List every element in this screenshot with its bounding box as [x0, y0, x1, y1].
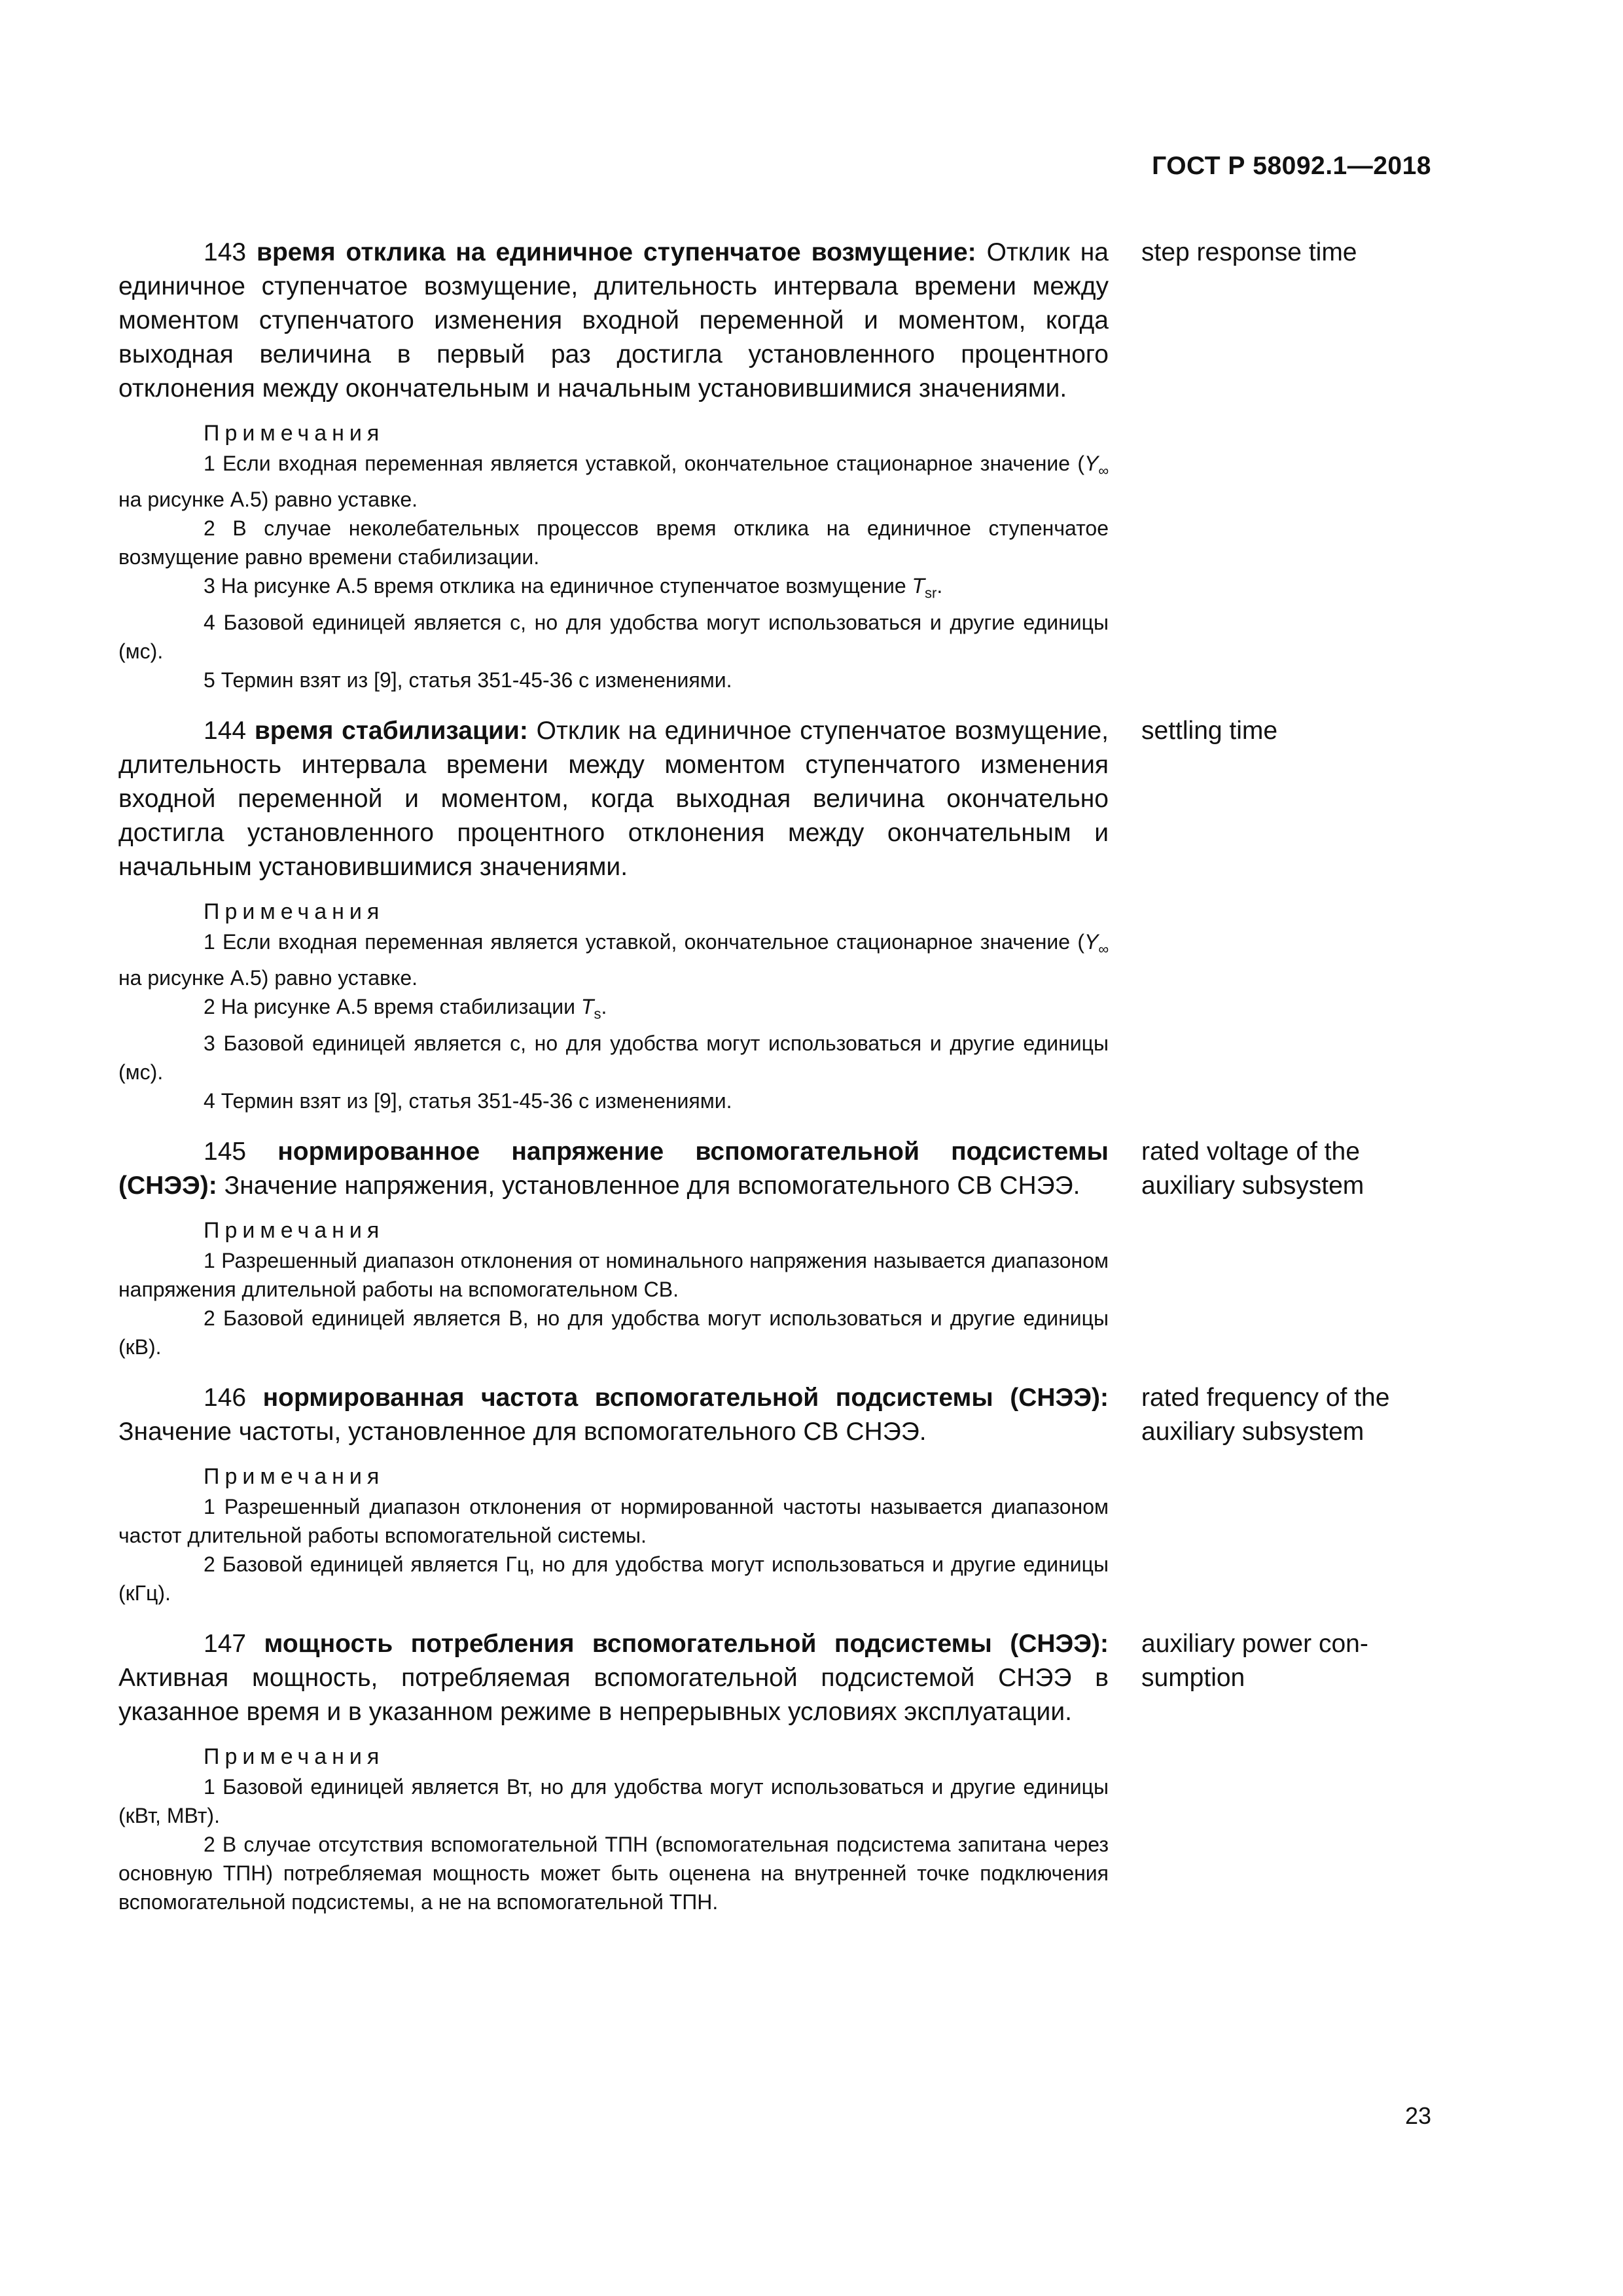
- note-item: 2 Базовой единицей является Гц, но для удобства могут использоваться и другие единицы (кГц).: [118, 1552, 1109, 1605]
- notes-title: Примечания: [204, 899, 385, 924]
- term-name: нормированная частота вспомогательной подсистемы (СНЭЭ):: [262, 1383, 1109, 1412]
- term-definition: [118, 714, 1109, 884]
- notes-title: Примечания: [204, 1463, 385, 1489]
- notes-title: Примечания: [204, 421, 385, 446]
- notes-block: [118, 419, 1109, 694]
- note-item: 2 Базовой единицей является В, но для удобства могут использоваться и другие единицы (кВ).: [118, 1306, 1109, 1359]
- term-english: step response time: [1141, 238, 1357, 266]
- term-number: 147: [204, 1629, 247, 1658]
- term-entry-143: [118, 236, 1460, 694]
- note-item: 4 Базовой единицей является с, но для удобства могут использоваться и другие единицы (мс).: [118, 610, 1109, 663]
- page-number: 23: [1404, 2102, 1431, 2129]
- note-item: 1 Если входная переменная является уставкой, окончательное стационарное значение ($Y_\infty$ на рисунке А.5) равно уставке.: [118, 929, 1109, 990]
- term-entry-145: [118, 1135, 1460, 1361]
- term-number: 146: [204, 1383, 247, 1412]
- term-definition: [118, 1381, 1109, 1449]
- term-number: 144: [204, 716, 247, 745]
- note-item: 1 Разрешенный диапазон отклонения от номинального напряжения называется диапазоном напряжения длительной работы на вспомогательном СВ.: [118, 1248, 1109, 1301]
- term-definition: [118, 236, 1109, 406]
- term-number: 143: [204, 238, 247, 266]
- note-item: 5 Термин взят из [9], статья 351-45-36 с изменениями.: [204, 668, 732, 692]
- term-english: rated voltage of the auxiliary subsystem: [1141, 1137, 1364, 1200]
- term-definition: [118, 1627, 1109, 1729]
- term-name: нормированное напряжение вспомогательной подсистемы (СНЭЭ):: [118, 1137, 1109, 1200]
- term-name: время отклика на единичное ступенчатое возмущение:: [257, 238, 976, 266]
- note-item: 3 Базовой единицей является с, но для удобства могут использоваться и другие единицы (мс).: [118, 1031, 1109, 1084]
- note-item: 1 Разрешенный диапазон отклонения от нормированной частоты называется диапазоном частот длительной работы вспомогательной системы.: [118, 1494, 1109, 1547]
- term-entry-146: [118, 1381, 1460, 1607]
- term-text: Отклик на единичное ступенчатое возмущение, длительность интервала времени между моментом ступенчатого изменения входной переменной и моментом, когда выходная величина в первый раз достигла установленного процентного отклонения между окончательным и начальным установившимися значениями.: [118, 238, 1109, 403]
- term-name: время стабилизации:: [254, 716, 528, 745]
- term-entry-144: [118, 714, 1460, 1115]
- note-item: 2 В случае неколебательных процессов время отклика на единичное ступенчатое возмущение равно времени стабилизации.: [118, 516, 1109, 569]
- notes-block: [118, 1742, 1109, 1916]
- notes-block: [118, 1462, 1109, 1607]
- term-name: мощность потребления вспомогательной подсистемы (СНЭЭ):: [264, 1629, 1109, 1658]
- notes-block: [118, 1216, 1109, 1361]
- document-header: ГОСТ Р 58092.1—2018: [1152, 152, 1431, 180]
- notes-block: [118, 897, 1109, 1115]
- note-item: 4 Термин взят из [9], статья 351-45-36 с изменениями.: [204, 1088, 732, 1113]
- term-definition: [118, 1135, 1109, 1203]
- term-english: rated frequency of the auxiliary subsystem: [1141, 1383, 1390, 1446]
- term-entry-147: [118, 1627, 1460, 1916]
- term-text: Значение частоты, установленное для вспомогательного СВ СНЭЭ.: [118, 1417, 927, 1446]
- note-item: 1 Если входная переменная является уставкой, окончательное стационарное значение ($Y_\infty$ на рисунке А.5) равно уставке.: [118, 452, 1109, 512]
- term-english: settling time: [1141, 716, 1278, 745]
- term-english: auxiliary power con-sumption: [1141, 1629, 1368, 1692]
- notes-title: Примечания: [204, 1217, 385, 1243]
- note-item: 1 Базовой единицей является Вт, но для удобства могут использоваться и другие единицы (кВт, МВт).: [118, 1774, 1109, 1827]
- term-text: Отклик на единичное ступенчатое возмущение, длительность интервала времени между моментом ступенчатого изменения входной переменной и моментом, когда выходная величина окончательно достигла установленного процентного отклонения между окончательным и начальным установившимися значениями.: [118, 716, 1109, 881]
- term-text: Значение напряжения, установленное для вспомогательного СВ СНЭЭ.: [224, 1171, 1080, 1200]
- terms-section: [118, 236, 1460, 1936]
- note-item: 2 В случае отсутствия вспомогательной ТПН (вспомогательная подсистема запитана через основную ТПН) потребляемая мощность может быть оценена на внутренней точке подключения вспомогательной подсистемы, а не на вспомогательной ТПН.: [118, 1832, 1109, 1914]
- note-item: 3 На рисунке А.5 время отклика на единичное ступенчатое возмущение $T_{sr}$.: [204, 574, 943, 601]
- notes-title: Примечания: [204, 1744, 385, 1769]
- note-item: 2 На рисунке А.5 время стабилизации $T_s$.: [204, 995, 607, 1022]
- term-text: Активная мощность, потребляемая вспомогательной подсистемой СНЭЭ в указанное время и в указанном режиме в непрерывных условиях эксплуатации.: [118, 1663, 1109, 1726]
- term-number: 145: [204, 1137, 247, 1166]
